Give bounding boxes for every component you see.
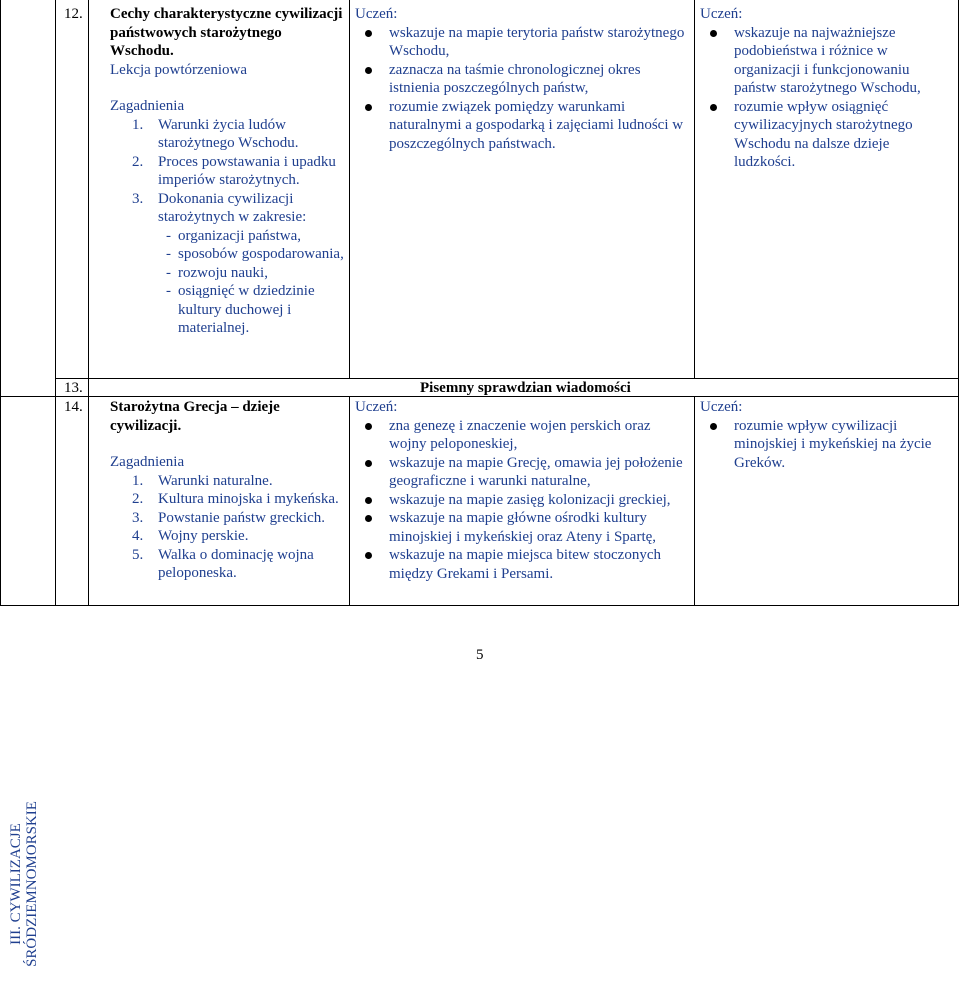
item-text: sposobów gospodarowania, xyxy=(178,246,344,262)
row12-number: 12. xyxy=(64,6,83,22)
list-item xyxy=(110,264,345,283)
table-border-bottom xyxy=(0,605,959,606)
item-text: Dokonania cywilizacji starożytnych w zakresie: xyxy=(158,190,307,225)
row14-uczen-label-basic: Uczeń: xyxy=(355,399,398,415)
list-item: zna genezę i znaczenie wojen perskich oraz wojny peloponeskiej, xyxy=(355,417,685,454)
item-number: 5. xyxy=(132,546,144,563)
column-divider-section xyxy=(55,0,56,606)
list-item: wskazuje na mapie zasięg kolonizacji greckiej, xyxy=(355,491,685,510)
section-cell xyxy=(0,396,55,967)
row14-topic-list xyxy=(110,472,345,583)
dash: - xyxy=(166,227,171,244)
dash: - xyxy=(166,283,171,299)
section-line-2: ŚRÓDZIEMNOMORSKIE xyxy=(24,801,40,967)
list-item xyxy=(0,153,345,190)
list-item: zaznacza na taśmie chronologicznej okres istnienia poszczególnych państw, xyxy=(355,61,685,98)
list-item: rozumie związek pomiędzy warunkami naturalnymi a gospodarką i zajęciami ludności w poszczególnych państwach. xyxy=(355,98,685,154)
item-number: 2. xyxy=(132,491,144,507)
list-item xyxy=(110,245,345,264)
list-item: wskazuje na najważniejsze podobieństwa i różnice w organizacji i funkcjonowaniu państw starożytnego Wschodu, xyxy=(700,24,952,98)
item-number: 4. xyxy=(132,528,144,544)
list-item xyxy=(110,227,345,246)
list-item xyxy=(0,190,345,227)
row14-number: 14. xyxy=(64,399,83,415)
row12-extended-list xyxy=(700,24,952,172)
list-item: wskazuje na mapie Grecję, omawia jej położenie geograficzne i warunki naturalne, xyxy=(355,454,685,491)
dash: - xyxy=(166,246,171,262)
row12-extended-requirements xyxy=(700,5,952,172)
section-label xyxy=(8,774,40,994)
page-number: 5 xyxy=(476,647,484,663)
item-number: 3. xyxy=(132,190,144,207)
row14-extended-requirements xyxy=(700,398,952,472)
list-item xyxy=(110,490,345,509)
table-border-right xyxy=(958,0,959,606)
list-item xyxy=(0,116,345,153)
row12-basic-list xyxy=(355,24,685,154)
row12-uczen-label-basic: Uczeń: xyxy=(355,6,398,22)
row12-topic-cell xyxy=(110,5,345,338)
list-item: rozumie wpływ cywilizacji minojskiej i mykeńskiej na życie Greków. xyxy=(700,417,952,473)
row12-lesson-subtitle: Lekcja powtórzeniowa xyxy=(110,61,248,78)
row14-basic-requirements xyxy=(355,398,685,583)
list-item xyxy=(110,509,345,528)
row12-zagadnienia-heading: Zagadnienia xyxy=(110,98,185,114)
list-item xyxy=(110,527,345,546)
list-item: wskazuje na mapie terytoria państw starożytnego Wschodu, xyxy=(355,24,685,61)
item-number: 3. xyxy=(132,509,144,526)
row14-lesson-title: Starożytna Grecja – dzieje cywilizacji. xyxy=(110,399,280,434)
list-item xyxy=(110,282,345,338)
row14-topic-cell xyxy=(110,398,345,583)
list-item: wskazuje na mapie główne ośrodki kultury minojskiej i mykeńskiej oraz Ateny i Spartę, xyxy=(355,509,685,546)
item-text: Proces powstawania i upadku imperiów starożytnych. xyxy=(158,153,336,188)
item-text: Kultura minojska i mykeńska. xyxy=(158,491,339,507)
column-divider-basic-lower xyxy=(694,396,695,606)
item-number: 1. xyxy=(132,472,144,489)
item-text: Wojny perskie. xyxy=(158,528,249,544)
row14-uczen-label-extended: Uczeń: xyxy=(700,399,743,415)
item-text: organizacji państwa, xyxy=(178,227,302,244)
list-item: rozumie wpływ osiągnięć cywilizacyjnych starożytnego Wschodu na dalsze dzieje ludzkości. xyxy=(700,98,952,172)
column-divider-topic xyxy=(349,0,350,378)
list-item xyxy=(110,546,345,583)
row14-basic-list xyxy=(355,417,685,584)
item-text: Warunki naturalne. xyxy=(158,472,273,489)
list-item: wskazuje na mapie miejsca bitew stoczonych między Grekami i Persami. xyxy=(355,546,685,583)
row13-number: 13. xyxy=(64,380,83,396)
item-text: osiągnięć w dziedzinie kultury duchowej i materialnej. xyxy=(178,283,315,336)
item-text: Warunki życia ludów starożytnego Wschodu. xyxy=(158,116,299,151)
column-divider-basic xyxy=(694,0,695,378)
item-number: 2. xyxy=(132,153,144,170)
row13-title: Pisemny sprawdzian wiadomości xyxy=(420,380,631,396)
row14-zagadnienia-heading: Zagadnienia xyxy=(110,454,185,470)
column-divider-number xyxy=(88,0,89,606)
row12-subtopic-list xyxy=(110,227,345,338)
row14-extended-list xyxy=(700,417,952,473)
item-number: 1. xyxy=(132,116,144,133)
section-line-1: III. CYWILIZACJE xyxy=(8,823,24,945)
row12-uczen-label-extended: Uczeń: xyxy=(700,6,743,22)
row12-basic-requirements xyxy=(355,5,685,153)
row12-lesson-title: Cechy charakterystyczne cywilizacji państwowych starożytnego Wschodu. xyxy=(110,6,343,59)
item-text: Walka o dominację wojna peloponeska. xyxy=(158,546,314,581)
item-text: Powstanie państw greckich. xyxy=(158,509,326,526)
row12-topic-list xyxy=(0,116,345,227)
list-item xyxy=(110,472,345,491)
column-divider-topic-lower xyxy=(349,396,350,606)
item-text: rozwoju nauki, xyxy=(178,264,268,281)
dash: - xyxy=(166,264,171,281)
